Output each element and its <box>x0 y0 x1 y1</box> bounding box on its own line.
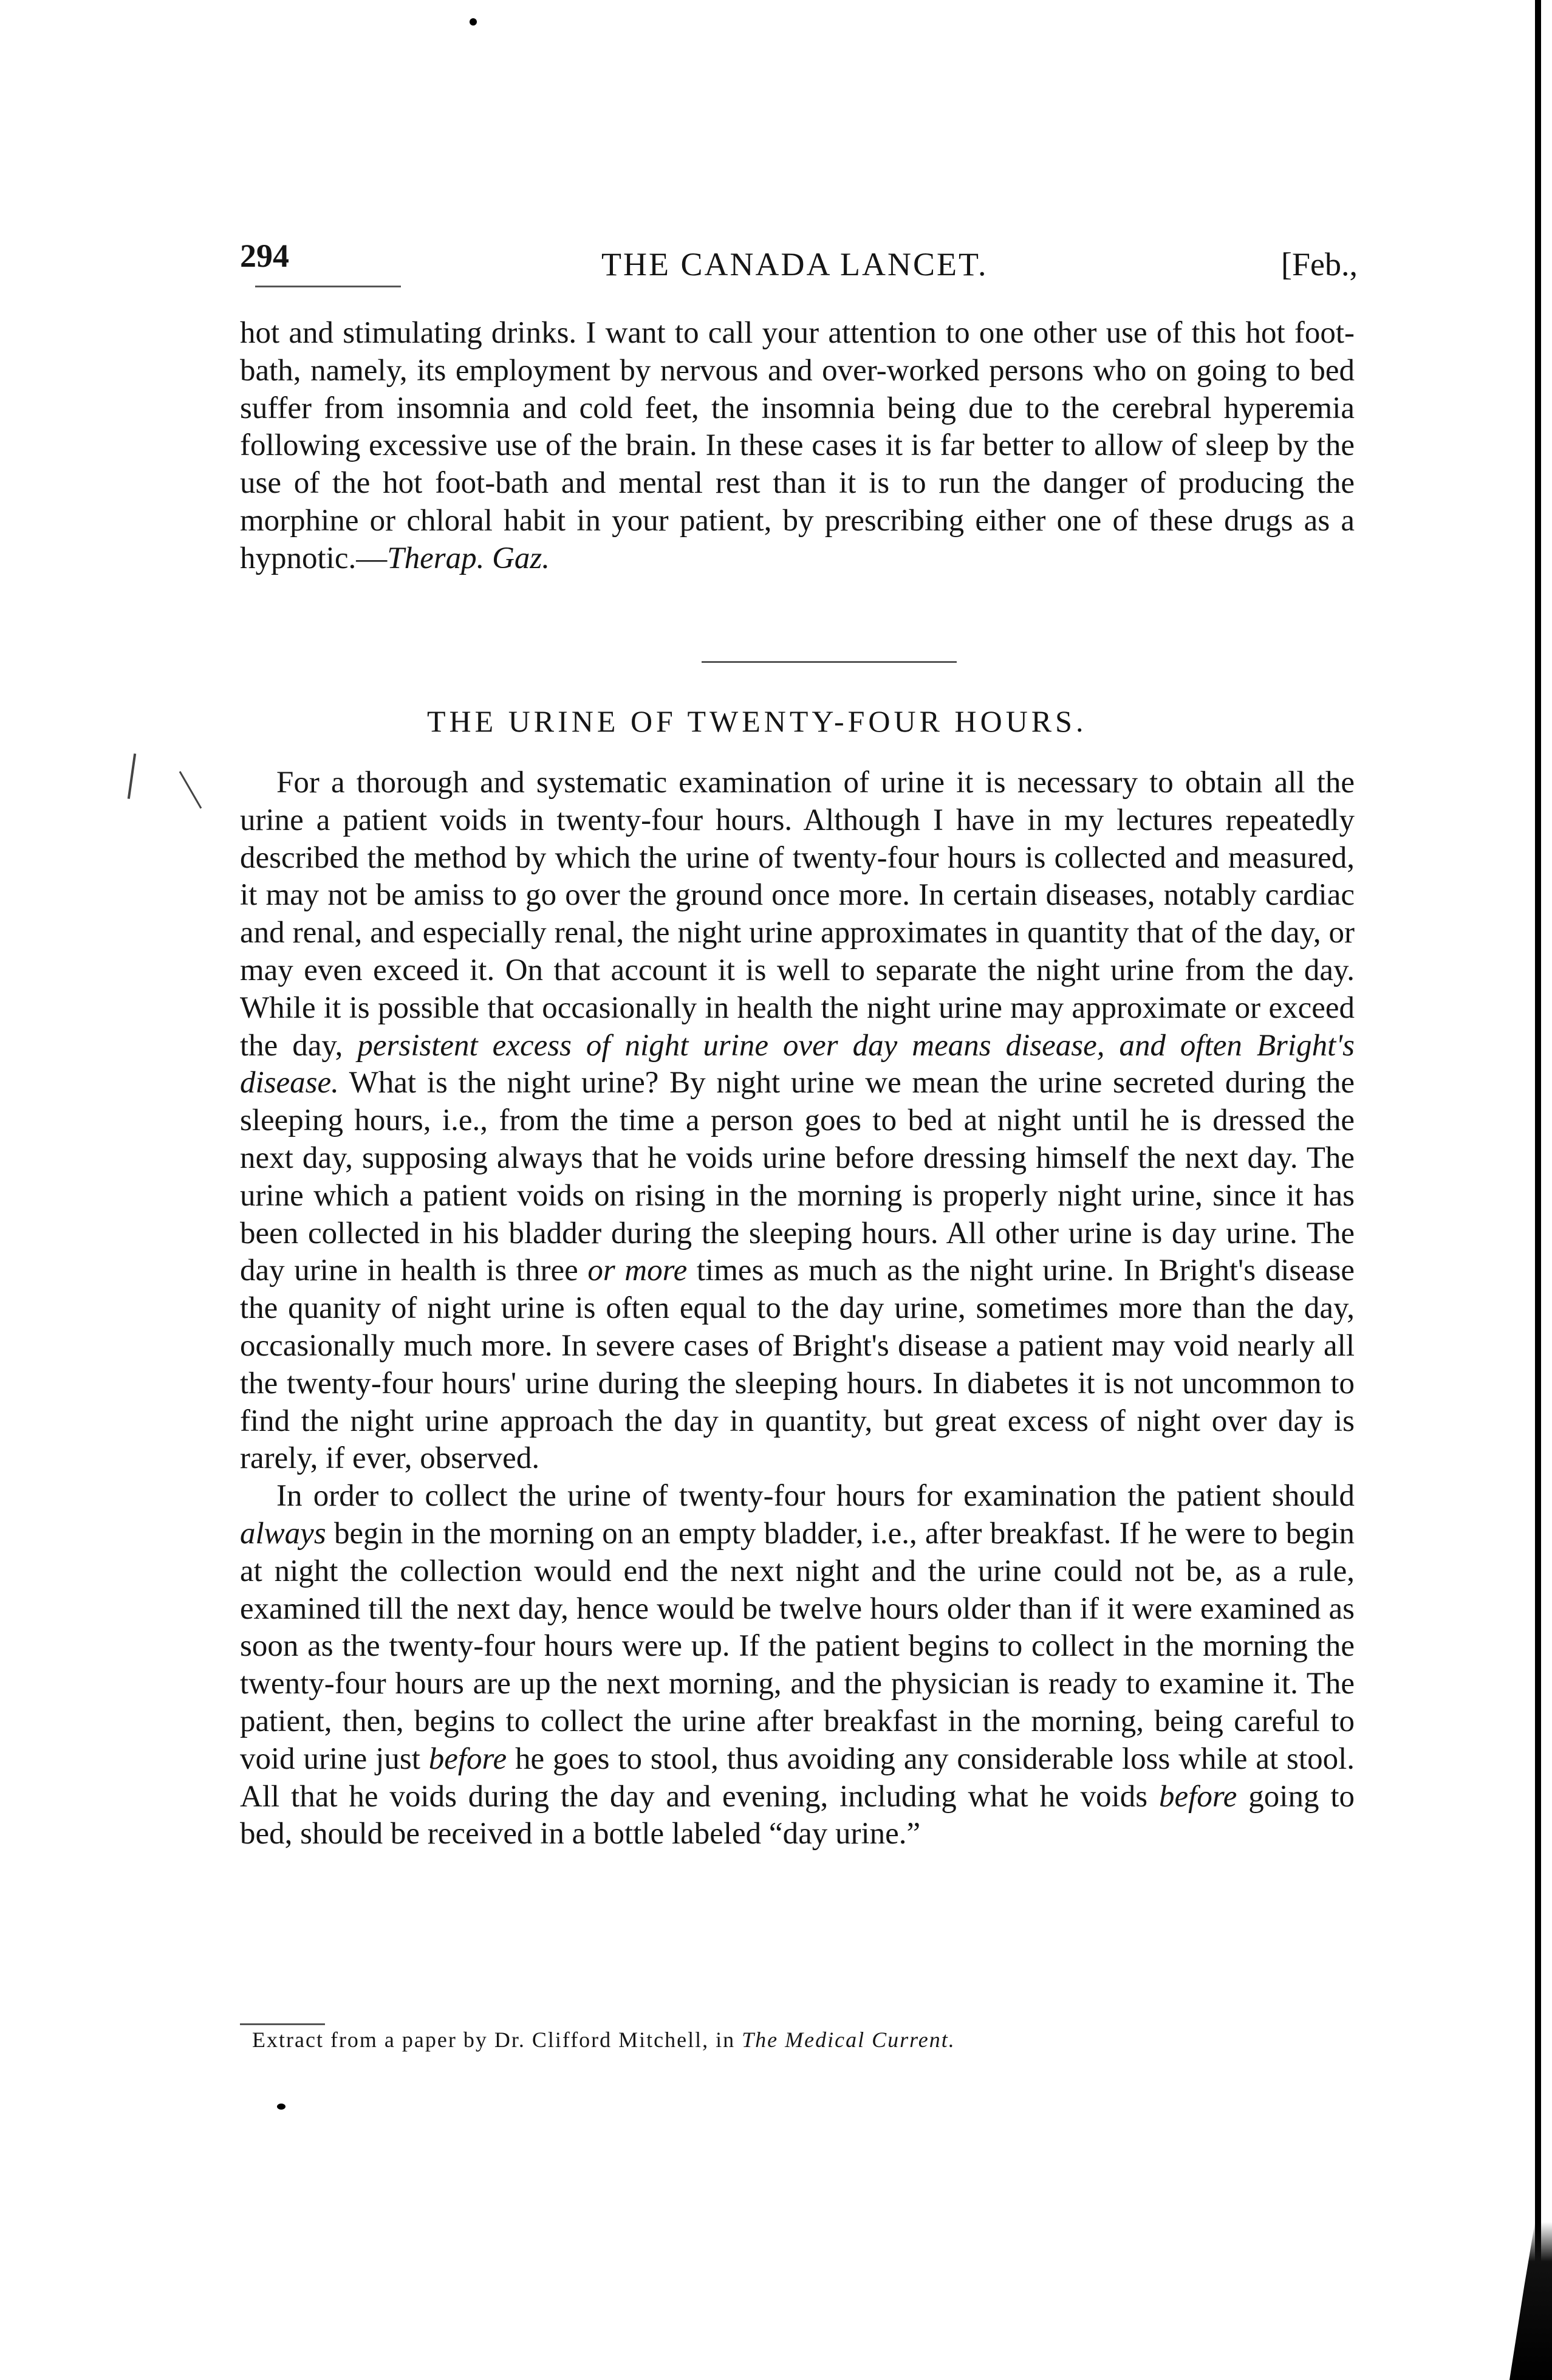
paragraph-text: What is the night urine? By night urine we mean the urine secreted during the sleeping hours, i.e., from the time a person goes to bed at night until he is dressed the next day, supposing always that he voids urine before dressing himself the next day. The urine which a patient voids on rising in the morning is properly night urine, since it has been collected in his bladder during the sleeping hours. All other urine is day urine. The day urine in health is three <box>240 1066 1355 1288</box>
emphasis-text: always <box>240 1516 326 1551</box>
scan-corner-shadow <box>1509 2222 1552 2380</box>
paragraph-text: In order to collect the urine of twenty-four hours for examination the patient should <box>276 1479 1355 1514</box>
paragraph <box>240 1478 1355 1853</box>
section-separator <box>702 661 957 663</box>
issue-month: [Feb., <box>1281 246 1358 283</box>
emphasis-text: before <box>428 1741 507 1776</box>
article-title: THE URINE OF TWENTY-FOUR HOURS. <box>427 704 1087 738</box>
emphasis-text: or more <box>587 1253 688 1288</box>
footnote <box>252 2027 1364 2052</box>
footnote-text: Extract from a paper by Dr. Clifford Mitchell, in <box>252 2028 742 2052</box>
paragraph <box>240 315 1355 578</box>
emphasis-text: persistent excess of night urine over day means disease, and often Bright's disease. <box>240 1028 1355 1100</box>
paragraph-text: For a thorough and systematic examination of urine it is necessary to obtain all the urine a patient voids in twenty-four hours. Although I have in my lectures repeatedly described the method by which the urine of twenty-four hours is collected and measured, it may not be amiss to go over the ground once more. In certain diseases, notably cardiac and renal, and especially renal, the night urine approximates in quantity that of the day, or may even exceed it. On that account it is well to separate the night urine from the day. While it is possible that occasionally in health the night urine may approximate or exceed the day, <box>240 766 1355 1063</box>
article-body <box>240 764 1355 1853</box>
margin-pencil-mark <box>128 753 136 799</box>
ink-speck <box>470 18 477 26</box>
footnote-rule <box>240 2023 325 2025</box>
paragraph-text: going to bed, should be received in a bottle labeled “day urine.” <box>240 1779 1355 1851</box>
scan-border <box>1535 0 1541 2380</box>
footnote-source: The Medical Current. <box>742 2028 955 2052</box>
journal-title: THE CANADA LANCET. <box>601 246 988 283</box>
header-rule <box>255 286 401 287</box>
citation: Therap. Gaz. <box>387 541 550 575</box>
paragraph-text: times as much as the night urine. In Bright's disease the quanity of night urine is often equal to the day urine, sometimes more than the day, occasionally much more. In severe cases of Bright's disease a patient may void nearly all the twenty-four hours' urine during the sleeping hours. In diabetes it is not uncommon to find the night urine approach the day in quantity, but great excess of night over day is rarely, if ever, observed. <box>240 1253 1355 1476</box>
paragraph-text: begin in the morning on an empty bladder, i.e., after breakfast. If he were to begin at night the collection would end the next night and the urine could not be, as a rule, examined till the next day, hence would be twelve hours older than if it were examined as soon as the twenty-four hours were up. If the patient begins to collect in the morning the twenty-four hours are up the next morning, and the physician is ready to examine it. The patient, then, begins to collect the urine after breakfast in the morning, being careful to void urine just <box>240 1516 1355 1776</box>
paragraph-text: hot and stimulating drinks. I want to call your attention to one other use of this hot foot-bath, namely, its employment by nervous and over-worked persons who on going to bed suffer from insomnia and cold feet, the insomnia being due to the cerebral hyperemia following excessive use of the brain. In these cases it is far better to allow of sleep by the use of the hot foot-bath and mental rest than it is to run the danger of producing the morphine or chloral habit in your patient, by prescribing either one of these drugs as a hypnotic.— <box>240 316 1355 575</box>
emphasis-text: before <box>1159 1779 1237 1814</box>
margin-pencil-mark <box>179 771 202 809</box>
paragraph <box>240 764 1355 1478</box>
page-number: 294 <box>240 238 289 274</box>
paragraph-text: he goes to stool, thus avoiding any considerable loss while at stool. All that he voids during the day and evening, including what he voids <box>240 1741 1355 1814</box>
ink-speck <box>277 2104 285 2110</box>
page-header <box>240 237 1358 286</box>
continued-paragraph <box>240 315 1355 578</box>
